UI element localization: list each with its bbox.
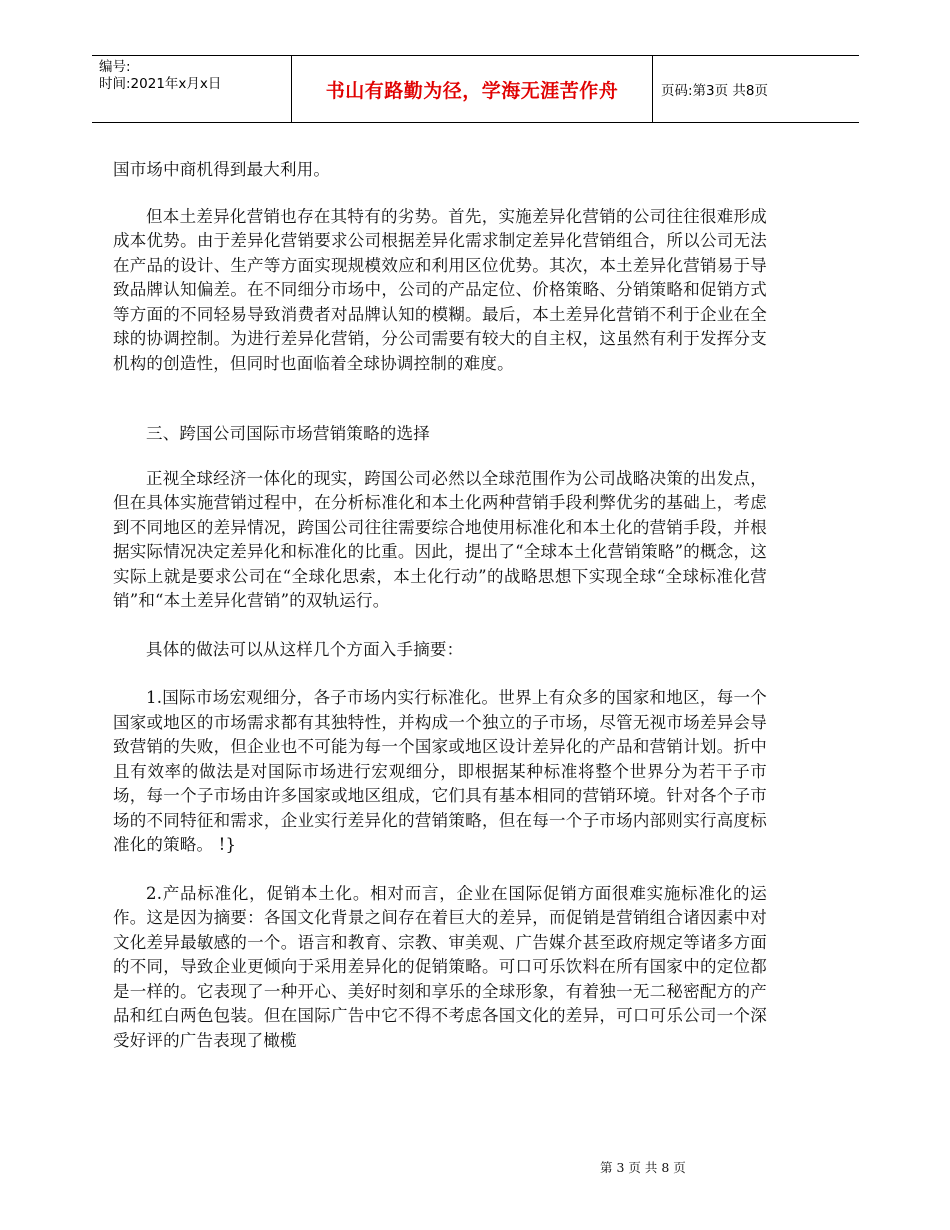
paragraph-continuation: 国市场中商机得到最大利用。 — [113, 160, 331, 179]
paragraph-point-2: 2.产品标准化，促销本土化。相对而言，企业在国际促销方面很难实施标准化的运作。这是因为摘要：各国文化背景之间存在着巨大的差异，而促销是营销组合诸因素中对文化差异最敏感的一个。语言和教育、宗教、审美观、广告媒介甚至政府规定等诸多方面的不同，导致企业更倾向于采用差异化的促销策略。可口可乐饮料在所有国家中的定位都是一样的。它表现了一种开心、美好时刻和享乐的全球形象，有着独一无二秘密配方的产品和红白两色包装。但在国际广告中它不得不考虑各国文化的差异，可口可乐公司一个深受好评的广告表现了橄榄 — [113, 883, 767, 1050]
header-motto: 书山有路勤为径，学海无涯苦作舟 — [292, 56, 653, 122]
number-label: 编号: — [99, 59, 131, 75]
paragraph-disadvantages: 但本土差异化营销也存在其特有的劣势。首先，实施差异化营销的公司往往很难形成成本优势。由于差异化营销要求公司根据差异化需求制定差异化营销组合，所以公司无法在产品的设计、生产等方面实现规模效应和利用区位优势。其次，本土差异化营销易于导致品牌认知偏差。在不同细分市场中，公司的产品定位、价格策略、分销策略和促销方式等方面的不同轻易导致消费者对品牌认知的模糊。最后，本土差异化营销不利于企业在全球的协调控制。为进行差异化营销，分公司需要有较大的自主权，这虽然有利于发挥分支机构的创造性，但同时也面临着全球协调控制的难度。 — [113, 206, 767, 373]
page-footer: 第 3 页 共 8 页 — [600, 1160, 686, 1175]
page-header — [92, 55, 859, 123]
paragraph-strategy: 正视全球经济一体化的现实，跨国公司必然以全球范围作为公司战略决策的出发点，但在具体实施营销过程中，在分析标准化和本土化两种营销手段利弊优劣的基础上，考虑到不同地区的差异情况，跨国公司往往需要综合地使用标准化和本土化的营销手段，并根据实际情况决定差异化和标准化的比重。因此，提出了“全球本土化营销策略”的概念，这实际上就是要求公司在“全球化思索，本土化行动”的战略思想下实现全球“全球标准化营销”和“本土差异化营销”的双轨运行。 — [113, 468, 767, 610]
paragraph-point-1: 1.国际市场宏观细分，各子市场内实行标准化。世界上有众多的国家和地区，每一个国家或地区的市场需求都有其独特性，并构成一个独立的子市场，尽管无视市场差异会导致营销的失败，但企业也不可能为每一个国家或地区设计差异化的产品和营销计划。折中且有效率的做法是对国际市场进行宏观细分，即根据某种标准将整个世界分为若干子市场，每一个子市场由许多国家或地区组成，它们具有基本相同的营销环境。针对各个子市场的不同特征和需求，企业实行差异化的营销策略，但在每一个子市场内部则实行高度标准化的策略。 !} — [113, 688, 767, 854]
paragraph-methods-intro: 具体的做法可以从这样几个方面入手摘要： — [146, 639, 464, 659]
header-meta — [92, 56, 292, 122]
document-body — [113, 158, 767, 1053]
section-heading: 三、跨国公司国际市场营销策略的选择 — [146, 424, 430, 443]
header-page-label: 页码:第3页 共8页 — [661, 83, 769, 99]
date-label: 时间:2021年x月x日 — [99, 76, 222, 92]
